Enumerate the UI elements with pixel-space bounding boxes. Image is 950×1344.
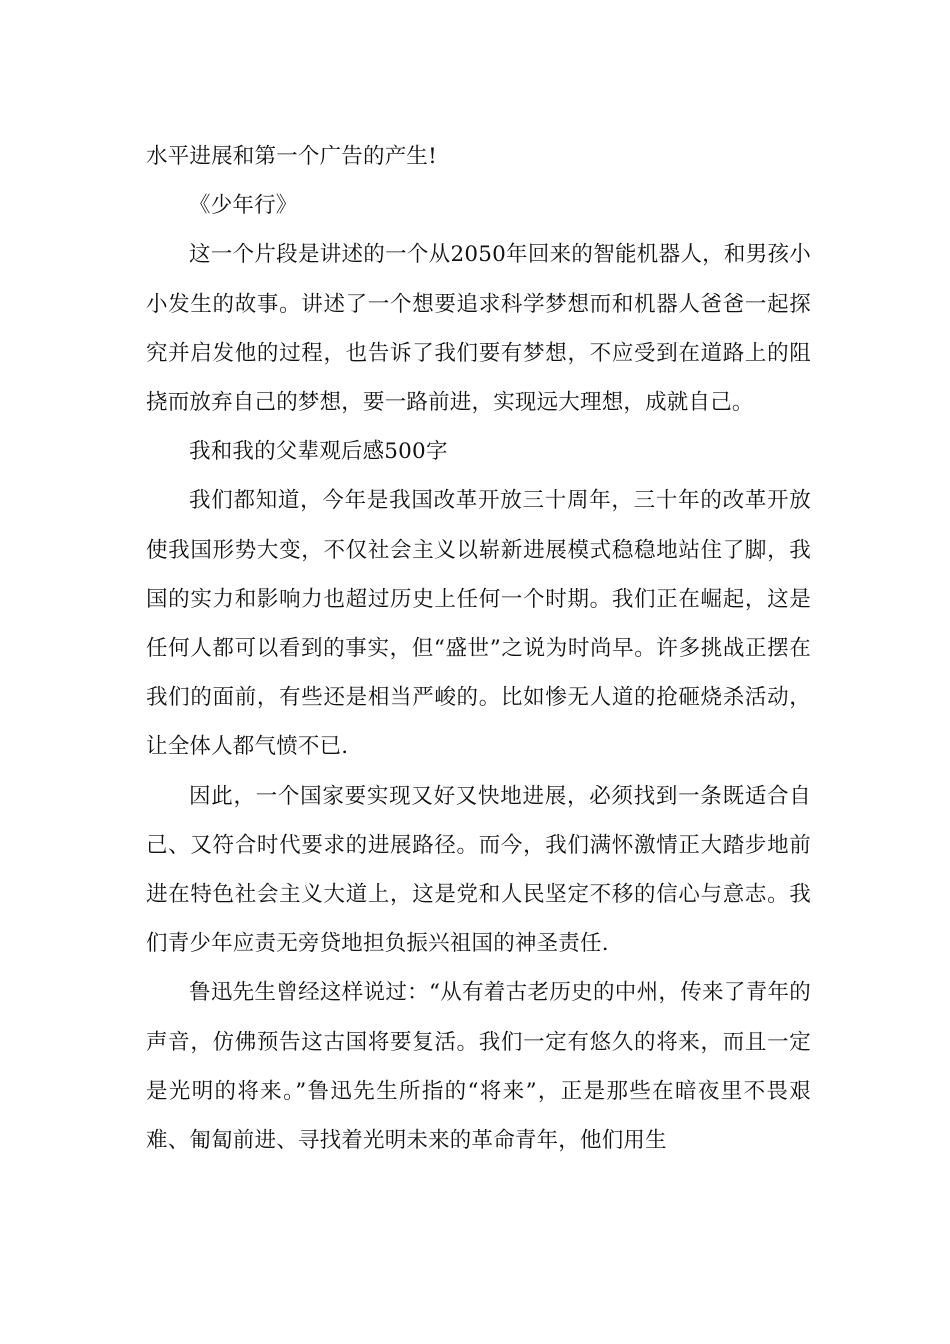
document-body [146,132,811,1165]
paragraph-7: 鲁迅先生曾经这样说过：“从有着古老历史的中州，传来了青年的声音，仿佛预告这古国将要复活。我们一定有悠久的将来，而且一定是光明的将来。”鲁迅先生所指的“将来”，正是那些在暗夜里不畏艰难、匍匐前进、寻找着光明未来的革命青年，他们用生 [146,980,811,1154]
paragraph-heading-guanhougan: 我和我的父辈观后感500字 [189,439,448,465]
paragraph-5: 我们都知道，今年是我国改革开放三十周年，三十年的改革开放使我国形势大变，不仅社会主义以崭新进展模式稳稳地站住了脚，我国的实力和影响力也超过历史上任何一个时期。我们正在崛起，这是任何人都可以看到的事实，但“盛世”之说为时尚早。许多挑战正摆在我们的面前，有些还是相当严峻的。比如惨无人道的抢砸烧杀活动，让全体人都气愤不已. [146,488,811,760]
paragraph-3: 这一个片段是讲述的一个从2050年回来的智能机器人，和男孩小小发生的故事。讲述了一个想要追求科学梦想而和机器人爸爸一起探究并启发他的过程，也告诉了我们要有梦想，不应受到在道路上的阻挠而放弃自己的梦想，要一路前进，实现远大理想，成就自己。 [146,242,811,416]
paragraph-heading-shaonianxing: 《少年行》 [189,193,298,219]
paragraph-1: 水平进展和第一个广告的产生! [146,144,437,169]
paragraph-6: 因此，一个国家要实现又好又快地进展，必须找到一条既适合自己、又符合时代要求的进展路径。而今，我们满怀激情正大踏步地前进在特色社会主义大道上，这是党和人民坚定不移的信心与意志。我们青少年应责无旁贷地担负振兴祖国的神圣责任. [146,783,811,957]
